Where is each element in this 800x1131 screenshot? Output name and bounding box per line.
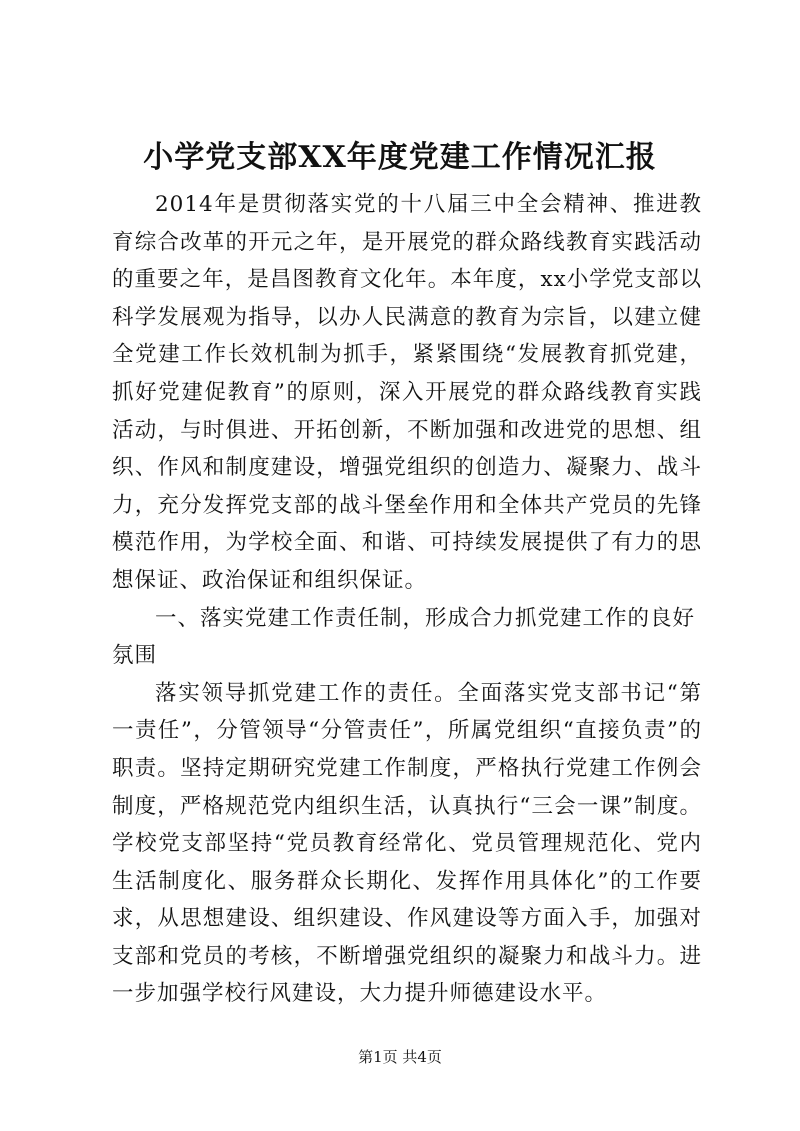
section-heading-1: 一、落实党建工作责任制，形成合力抓党建工作的良好氛围 bbox=[112, 605, 696, 669]
document-title: 小学党支部XX年度党建工作情况汇报 bbox=[143, 140, 657, 175]
paragraph-section-1: 落实领导抓党建工作的责任。全面落实党支部书记“第一责任”，分管领导“分管责任”，所属党组织“直接负责”的职责。坚持定期研究党建工作制度，严格执行党建工作例会制度，严格规范党内组织生活，认真执行“三会一课”制度。学校党支部坚持“党员教育经常化、党员管理规范化、党内生活制度化、服务群众长期化、发挥作用具体化”的工作要求，从思想建设、组织建设、作风建设等方面入手，加强对支部和党员的考核，不断增强党组织的凝聚力和战斗力。进一步加强学校行风建设，大力提升师德建设水平。 bbox=[112, 680, 702, 1007]
paragraph-intro: 2014年是贯彻落实党的十八届三中全会精神、推进教育综合改革的开元之年，是开展党的群众路线教育实践活动的重要之年，是昌图教育文化年。本年度，xx小学党支部以科学发展观为指导，以办人民满意的教育为宗旨，以建立健全党建工作长效机制为抓手，紧紧围绕“发展教育抓党建，抓好党建促教育”的原则，深入开展党的群众路线教育实践活动，与时俱进、开拓创新，不断加强和改进党的思想、组织、作风和制度建设，增强党组织的创造力、凝聚力、战斗力，充分发挥党支部的战斗堡垒作用和全体共产党员的先锋模范作用，为学校全面、和谐、可持续发展提供了有力的思想保证、政治保证和组织保证。 bbox=[112, 192, 702, 593]
document-body bbox=[112, 186, 702, 1013]
page-number: 第1页 共4页 bbox=[358, 1048, 442, 1066]
